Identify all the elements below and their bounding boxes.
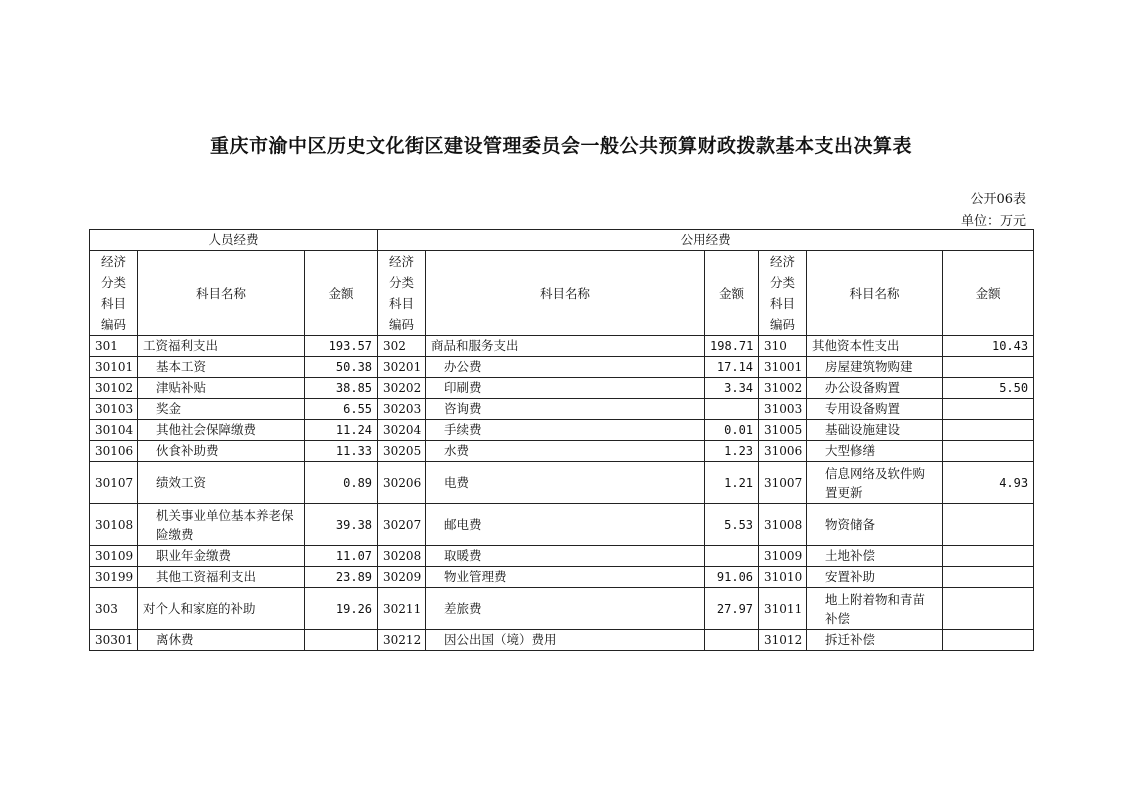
header-amount: 金额 <box>705 251 759 336</box>
goods-name-cell: 物业管理费 <box>426 567 705 588</box>
personnel-name-cell: 离休费 <box>138 630 305 651</box>
capital-code-cell: 31005 <box>759 420 807 441</box>
capital-amount-cell: 4.93 <box>943 462 1034 504</box>
capital-amount-cell <box>943 399 1034 420</box>
personnel-code-cell: 303 <box>90 588 138 630</box>
table-row <box>90 567 1034 588</box>
personnel-amount-cell: 11.07 <box>305 546 378 567</box>
personnel-name-cell: 津贴补贴 <box>138 378 305 399</box>
table-row <box>90 420 1034 441</box>
table-row <box>90 399 1034 420</box>
personnel-amount-cell: 50.38 <box>305 357 378 378</box>
personnel-code-cell: 30301 <box>90 630 138 651</box>
table-row <box>90 462 1034 504</box>
personnel-code-cell: 30102 <box>90 378 138 399</box>
personnel-amount-cell: 23.89 <box>305 567 378 588</box>
capital-code-cell: 31006 <box>759 441 807 462</box>
capital-code-cell: 310 <box>759 336 807 357</box>
goods-name-cell: 商品和服务支出 <box>426 336 705 357</box>
goods-code-cell: 30212 <box>378 630 426 651</box>
header-amount: 金额 <box>943 251 1034 336</box>
goods-name-cell: 电费 <box>426 462 705 504</box>
capital-name-cell: 地上附着物和青苗补偿 <box>807 588 943 630</box>
personnel-name-cell: 对个人和家庭的补助 <box>138 588 305 630</box>
goods-name-cell: 差旅费 <box>426 588 705 630</box>
personnel-amount-cell: 6.55 <box>305 399 378 420</box>
personnel-amount-cell: 11.24 <box>305 420 378 441</box>
header-name: 科目名称 <box>138 251 305 336</box>
section-personnel: 人员经费 <box>90 230 378 251</box>
personnel-amount-cell: 39.38 <box>305 504 378 546</box>
personnel-name-cell: 职业年金缴费 <box>138 546 305 567</box>
personnel-name-cell: 机关事业单位基本养老保险缴费 <box>138 504 305 546</box>
capital-name-cell: 拆迁补偿 <box>807 630 943 651</box>
personnel-code-cell: 30199 <box>90 567 138 588</box>
goods-name-cell: 咨询费 <box>426 399 705 420</box>
personnel-amount-cell: 193.57 <box>305 336 378 357</box>
goods-amount-cell: 1.23 <box>705 441 759 462</box>
goods-amount-cell: 198.71 <box>705 336 759 357</box>
capital-name-cell: 安置补助 <box>807 567 943 588</box>
capital-amount-cell <box>943 630 1034 651</box>
header-amount: 金额 <box>305 251 378 336</box>
goods-code-cell: 30204 <box>378 420 426 441</box>
table-row <box>90 588 1034 630</box>
capital-code-cell: 31002 <box>759 378 807 399</box>
table-row <box>90 441 1034 462</box>
personnel-name-cell: 其他社会保障缴费 <box>138 420 305 441</box>
capital-code-cell: 31003 <box>759 399 807 420</box>
capital-name-cell: 基础设施建设 <box>807 420 943 441</box>
goods-code-cell: 30205 <box>378 441 426 462</box>
personnel-code-cell: 30107 <box>90 462 138 504</box>
capital-amount-cell <box>943 441 1034 462</box>
goods-name-cell: 因公出国（境）费用 <box>426 630 705 651</box>
personnel-name-cell: 基本工资 <box>138 357 305 378</box>
goods-name-cell: 水费 <box>426 441 705 462</box>
goods-name-cell: 办公费 <box>426 357 705 378</box>
goods-amount-cell <box>705 546 759 567</box>
personnel-name-cell: 伙食补助费 <box>138 441 305 462</box>
capital-name-cell: 房屋建筑物购建 <box>807 357 943 378</box>
goods-amount-cell: 3.34 <box>705 378 759 399</box>
personnel-code-cell: 30108 <box>90 504 138 546</box>
personnel-amount-cell: 19.26 <box>305 588 378 630</box>
header-name: 科目名称 <box>426 251 705 336</box>
capital-amount-cell <box>943 504 1034 546</box>
personnel-amount-cell: 11.33 <box>305 441 378 462</box>
capital-amount-cell <box>943 357 1034 378</box>
capital-name-cell: 办公设备购置 <box>807 378 943 399</box>
capital-amount-cell: 10.43 <box>943 336 1034 357</box>
personnel-code-cell: 301 <box>90 336 138 357</box>
capital-code-cell: 31012 <box>759 630 807 651</box>
table-row <box>90 336 1034 357</box>
capital-amount-cell <box>943 567 1034 588</box>
capital-amount-cell <box>943 588 1034 630</box>
header-code: 经济分类科目编码 <box>378 251 426 336</box>
goods-code-cell: 30208 <box>378 546 426 567</box>
goods-amount-cell: 0.01 <box>705 420 759 441</box>
page-title: 重庆市渝中区历史文化街区建设管理委员会一般公共预算财政拨款基本支出决算表 <box>209 135 912 157</box>
goods-code-cell: 302 <box>378 336 426 357</box>
goods-code-cell: 30209 <box>378 567 426 588</box>
personnel-code-cell: 30103 <box>90 399 138 420</box>
unit-label: 单位：万元 <box>960 214 1026 229</box>
personnel-code-cell: 30101 <box>90 357 138 378</box>
goods-name-cell: 手续费 <box>426 420 705 441</box>
goods-amount-cell: 91.06 <box>705 567 759 588</box>
personnel-amount-cell: 0.89 <box>305 462 378 504</box>
table-row <box>90 630 1034 651</box>
table-row <box>90 504 1034 546</box>
goods-name-cell: 取暖费 <box>426 546 705 567</box>
goods-amount-cell: 17.14 <box>705 357 759 378</box>
personnel-amount-cell <box>305 630 378 651</box>
header-name: 科目名称 <box>807 251 943 336</box>
capital-name-cell: 信息网络及软件购置更新 <box>807 462 943 504</box>
goods-amount-cell: 1.21 <box>705 462 759 504</box>
goods-code-cell: 30201 <box>378 357 426 378</box>
section-public: 公用经费 <box>378 230 1034 251</box>
capital-code-cell: 31001 <box>759 357 807 378</box>
personnel-name-cell: 其他工资福利支出 <box>138 567 305 588</box>
header-code: 经济分类科目编码 <box>90 251 138 336</box>
table-row <box>90 378 1034 399</box>
goods-code-cell: 30211 <box>378 588 426 630</box>
table-row <box>90 546 1034 567</box>
capital-code-cell: 31007 <box>759 462 807 504</box>
capital-amount-cell: 5.50 <box>943 378 1034 399</box>
table-code: 公开06表 <box>970 192 1026 207</box>
goods-amount-cell: 5.53 <box>705 504 759 546</box>
goods-amount-cell: 27.97 <box>705 588 759 630</box>
goods-name-cell: 印刷费 <box>426 378 705 399</box>
capital-code-cell: 31009 <box>759 546 807 567</box>
goods-code-cell: 30206 <box>378 462 426 504</box>
capital-name-cell: 其他资本性支出 <box>807 336 943 357</box>
capital-amount-cell <box>943 420 1034 441</box>
personnel-name-cell: 奖金 <box>138 399 305 420</box>
expenditure-table <box>89 229 1034 651</box>
personnel-code-cell: 30106 <box>90 441 138 462</box>
personnel-name-cell: 绩效工资 <box>138 462 305 504</box>
capital-code-cell: 31011 <box>759 588 807 630</box>
personnel-amount-cell: 38.85 <box>305 378 378 399</box>
capital-name-cell: 大型修缮 <box>807 441 943 462</box>
section-header-row <box>90 230 1034 251</box>
personnel-name-cell: 工资福利支出 <box>138 336 305 357</box>
header-code: 经济分类科目编码 <box>759 251 807 336</box>
goods-code-cell: 30203 <box>378 399 426 420</box>
column-header-row <box>90 251 1034 336</box>
goods-code-cell: 30202 <box>378 378 426 399</box>
personnel-code-cell: 30109 <box>90 546 138 567</box>
goods-name-cell: 邮电费 <box>426 504 705 546</box>
personnel-code-cell: 30104 <box>90 420 138 441</box>
capital-name-cell: 专用设备购置 <box>807 399 943 420</box>
capital-name-cell: 土地补偿 <box>807 546 943 567</box>
goods-code-cell: 30207 <box>378 504 426 546</box>
capital-code-cell: 31008 <box>759 504 807 546</box>
capital-amount-cell <box>943 546 1034 567</box>
table-row <box>90 357 1034 378</box>
capital-code-cell: 31010 <box>759 567 807 588</box>
goods-amount-cell <box>705 399 759 420</box>
goods-amount-cell <box>705 630 759 651</box>
capital-name-cell: 物资储备 <box>807 504 943 546</box>
